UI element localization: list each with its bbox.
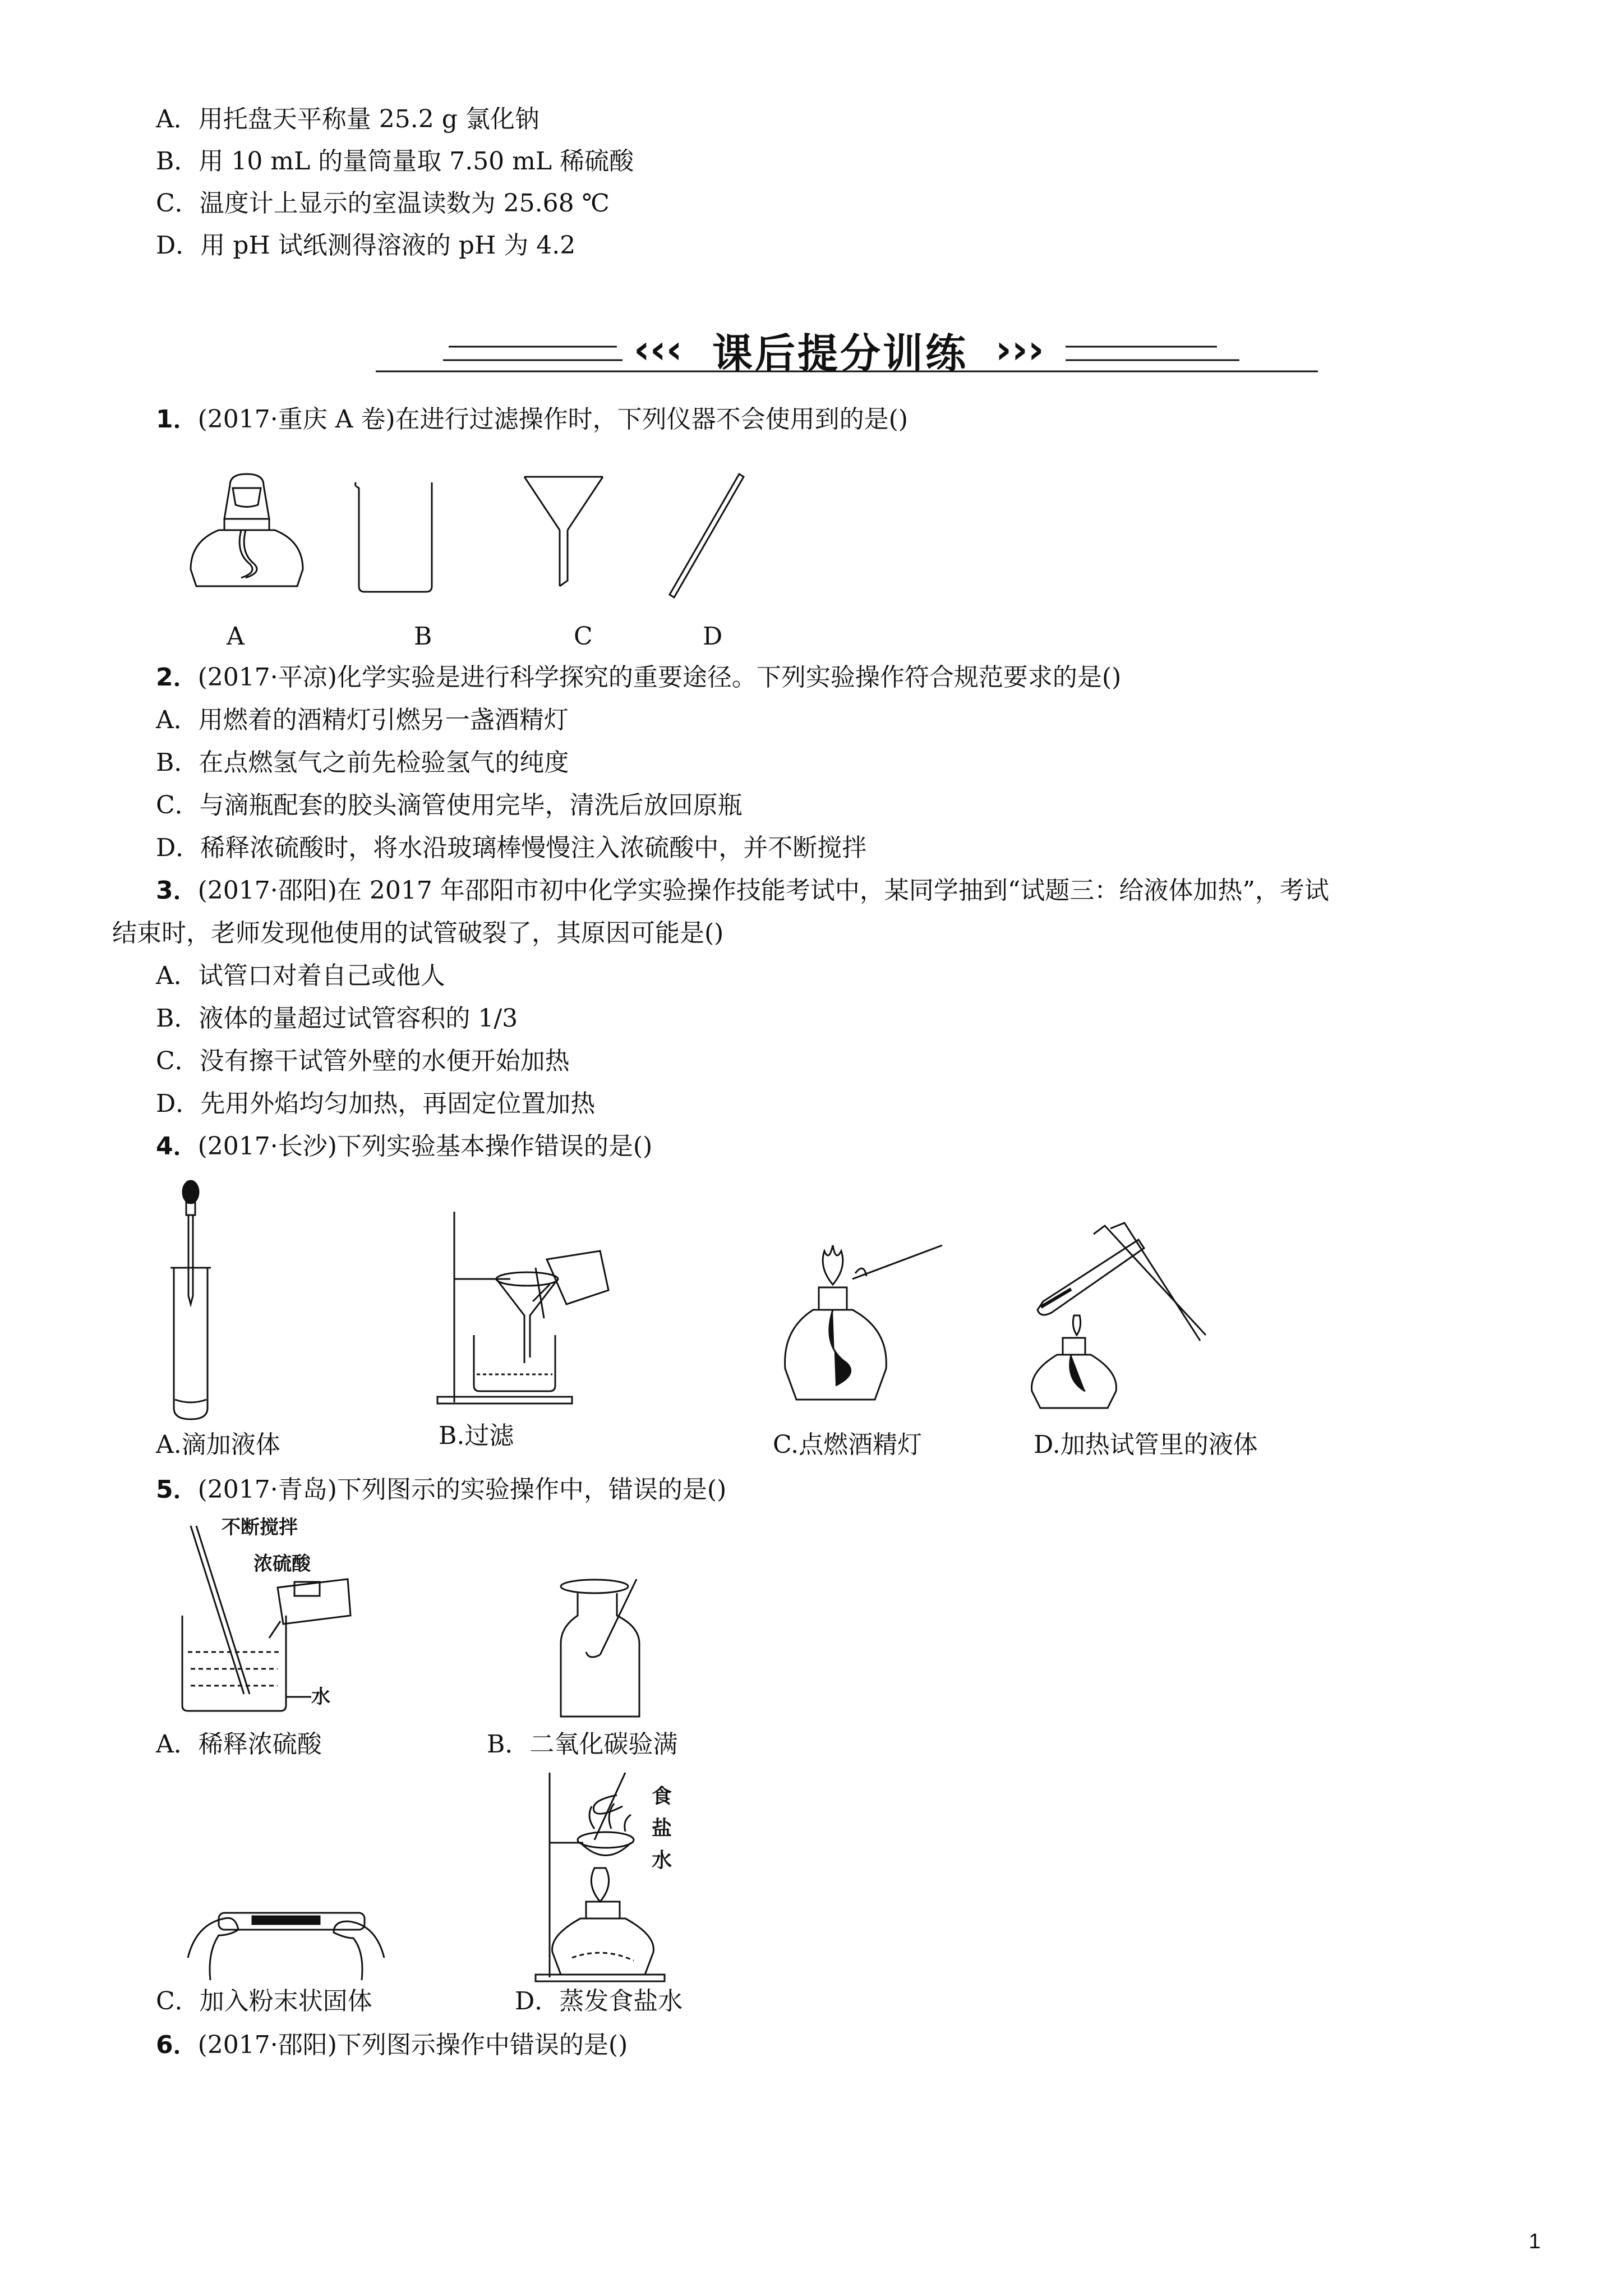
q1-alcohol-lamp-figure <box>179 474 314 603</box>
q5-label-b: B．二氧化碳验满 <box>487 1730 678 1759</box>
q5-a-acid-label: 浓硫酸 <box>253 1553 311 1575</box>
q5-d-label-shui: 水 <box>652 1849 672 1872</box>
page-number: 1 <box>1529 2230 1541 2253</box>
prev-option-b: B．用 10 mL 的量筒量取 7.50 mL 稀硫酸 <box>156 147 634 176</box>
prev-option-a: A．用托盘天平称量 25.2 g 氯化钠 <box>156 105 540 134</box>
q3-option-a: A．试管口对着自己或他人 <box>156 961 445 990</box>
prev-option-c: C．温度计上显示的室温读数为 25.68 ℃ <box>156 189 610 218</box>
q4-filtration-figure <box>432 1212 611 1408</box>
prev-option-d: D．用 pH 试纸测得溶液的 pH 为 4.2 <box>156 231 576 260</box>
q4-heating-tube-figure <box>1026 1223 1211 1414</box>
q1-label-b: B <box>414 622 432 651</box>
q4-label-a: A.滴加液体 <box>156 1430 280 1459</box>
q1-stem: 1．(2017·重庆 A 卷)在进行过滤操作时，下列仪器不会使用到的是() <box>156 405 908 434</box>
q5-d-label-shi: 食 <box>652 1785 672 1808</box>
q5-add-powder-figure <box>185 1890 387 1986</box>
q5-label-a: A．稀释浓硫酸 <box>156 1730 322 1759</box>
q5-a-water-label: 水 <box>311 1686 330 1708</box>
q2-option-b: B．在点燃氢气之前先检验氢气的纯度 <box>156 748 569 777</box>
q4-label-b: B.过滤 <box>439 1421 514 1450</box>
q1-label-d: D <box>703 622 723 651</box>
q1-label-a: A <box>227 622 245 651</box>
q2-option-a: A．用燃着的酒精灯引燃另一盏酒精灯 <box>156 706 569 734</box>
q5-co2-test-figure <box>555 1576 656 1722</box>
section-title: 课后提分训练 <box>712 330 969 377</box>
q2-option-c: C．与滴瓶配套的胶头滴管使用完毕，清洗后放回原瓶 <box>156 791 743 820</box>
q1-funnel-figure <box>522 474 606 586</box>
q1-beaker-figure <box>353 482 437 595</box>
q5-evaporation-figure <box>533 1773 701 1986</box>
q3-stem-line1: 3．(2017·邵阳)在 2017 年邵阳市初中化学实验操作技能考试中，某同学抽到“试题三：给液体加热”，考试 <box>156 876 1329 905</box>
q4-dropper-figure <box>163 1178 219 1425</box>
q4-label-c: C.点燃酒精灯 <box>773 1430 923 1459</box>
q4-stem: 4．(2017·长沙)下列实验基本操作错误的是() <box>156 1132 653 1161</box>
q3-stem-line2: 结束时，老师发现他使用的试管破裂了，其原因可能是() <box>112 919 724 947</box>
q1-label-c: C <box>574 622 593 651</box>
q5-label-c: C．加入粉末状固体 <box>156 1987 372 2016</box>
q2-stem: 2．(2017·平凉)化学实验是进行科学探究的重要途径。下列实验操作符合规范要求的是() <box>156 663 1122 692</box>
q4-label-d: D.加热试管里的液体 <box>1034 1430 1258 1459</box>
q5-a-stir-label: 不断搅拌 <box>222 1516 298 1539</box>
banner-left-chevrons: ‹‹‹ <box>634 326 683 372</box>
q2-option-d: D．稀释浓硫酸时，将水沿玻璃棒慢慢注入浓硫酸中，并不断搅拌 <box>156 834 867 862</box>
q6-stem: 6．(2017·邵阳)下列图示操作中错误的是() <box>156 2031 628 2059</box>
q5-stem: 5．(2017·青岛)下列图示的实验操作中，错误的是() <box>156 1475 727 1504</box>
banner-right-chevrons: ››› <box>995 326 1044 372</box>
q1-glass-rod-figure <box>667 471 746 600</box>
q5-label-d: D．蒸发食盐水 <box>515 1987 683 2016</box>
q3-option-c: C．没有擦干试管外壁的水便开始加热 <box>156 1047 570 1075</box>
q5-d-label-yan: 盐 <box>652 1817 672 1840</box>
q3-option-d: D．先用外焰均匀加热，再固定位置加热 <box>156 1089 596 1118</box>
q3-option-b: B．液体的量超过试管容积的 1/3 <box>156 1004 518 1033</box>
q4-lighting-lamp-figure <box>774 1240 953 1408</box>
